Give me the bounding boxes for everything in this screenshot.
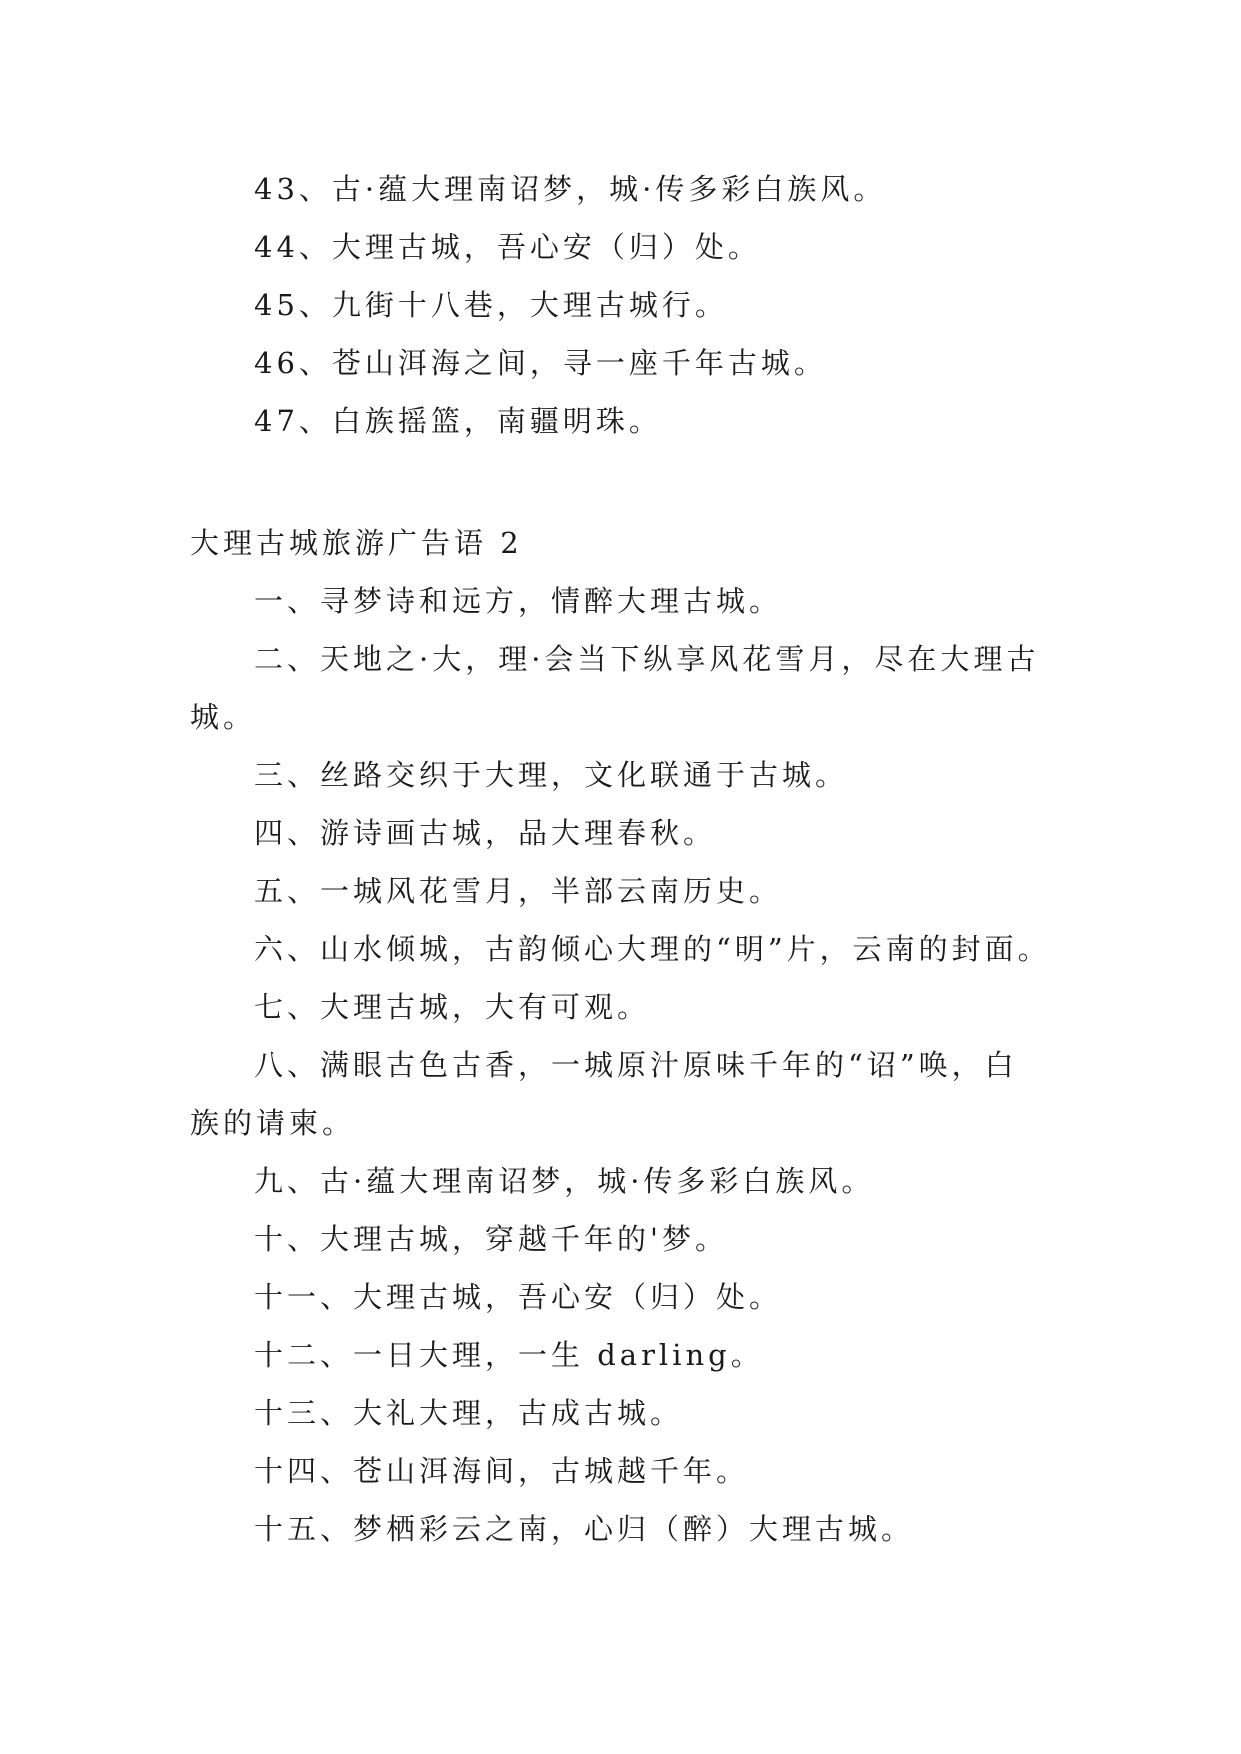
slogan-line: 三、丝路交织于大理，文化联通于古城。	[254, 758, 849, 792]
slogan-line-wrapped: 八、满眼古色古香，一城原汁原味千年的“诏”唤，白族的请柬。	[190, 1048, 1018, 1140]
slogan-line: 44、大理古城，吾心安（归）处。	[254, 230, 761, 264]
slogan-line: 十三、大礼大理，古成古城。	[254, 1396, 684, 1430]
slogan-line: 43、古·蕴大理南诏梦，城·传多彩白族风。	[254, 172, 887, 206]
slogan-line: 一、寻梦诗和远方，情醉大理古城。	[254, 584, 783, 618]
slogan-line: 十一、大理古城，吾心安（归）处。	[254, 1280, 783, 1314]
slogan-line: 46、苍山洱海之间，寻一座千年古城。	[254, 346, 827, 380]
slogan-line: 十、大理古城，穿越千年的'梦。	[254, 1222, 728, 1256]
slogan-line: 十二、一日大理，一生 darling。	[254, 1338, 764, 1372]
slogan-line: 四、游诗画古城，品大理春秋。	[254, 816, 717, 850]
slogan-line: 七、大理古城，大有可观。	[254, 990, 651, 1024]
slogan-line: 十四、苍山洱海间，古城越千年。	[254, 1454, 750, 1488]
slogan-line: 十五、梦栖彩云之南，心归（醉）大理古城。	[254, 1512, 915, 1546]
slogan-line-wrapped: 二、天地之·大，理·会当下纵享风花雪月，尽在大理古城。	[190, 642, 1040, 734]
section-spacer	[190, 450, 1050, 514]
slogan-line: 五、一城风花雪月，半部云南历史。	[254, 874, 783, 908]
slogan-line: 九、古·蕴大理南诏梦，城·传多彩白族风。	[254, 1164, 875, 1198]
slogan-line: 47、白族摇篮，南疆明珠。	[254, 404, 662, 438]
slogan-line: 45、九街十八巷，大理古城行。	[254, 288, 728, 322]
document-body	[190, 160, 1050, 1558]
slogan-line: 六、山水倾城，古韵倾心大理的“明”片，云南的封面。	[254, 932, 1051, 966]
section-title: 大理古城旅游广告语 2	[190, 526, 523, 560]
